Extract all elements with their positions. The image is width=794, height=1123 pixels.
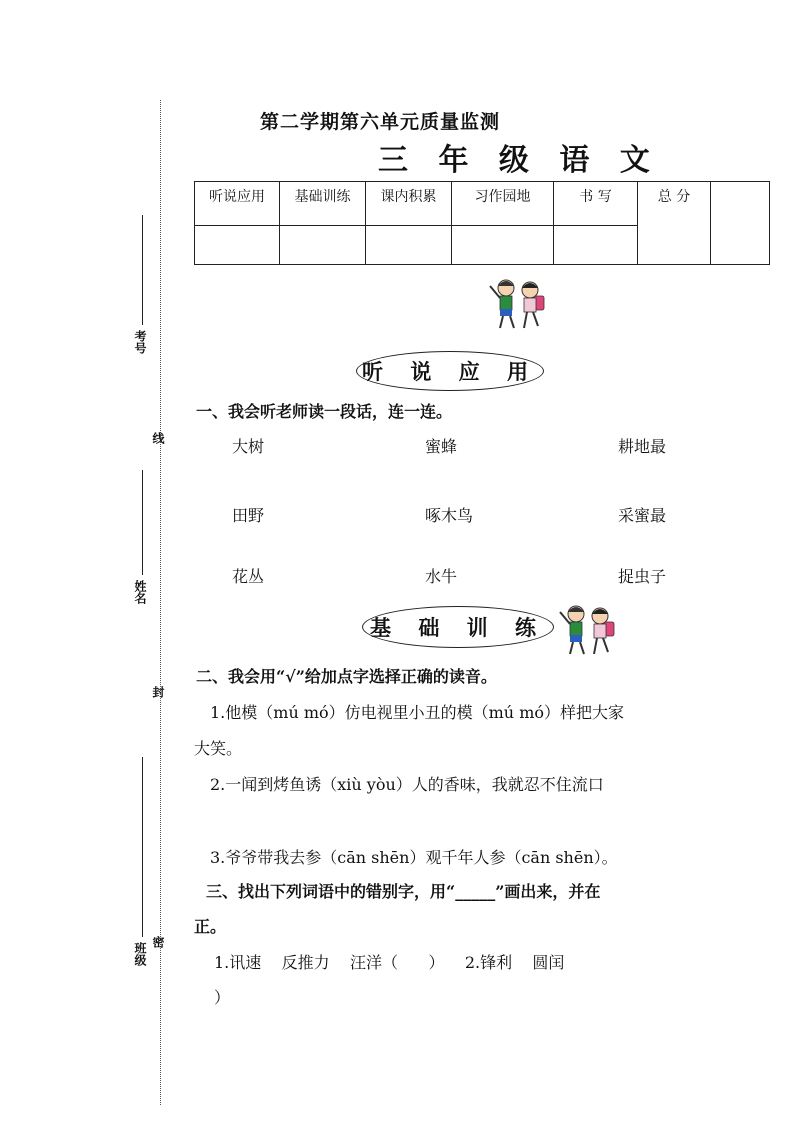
score-cell (195, 226, 280, 265)
match-item: 水牛 (425, 567, 458, 586)
question-1: 一、我会听老师读一段话，连一连。 (196, 402, 453, 421)
match-item: 田野 (232, 506, 265, 525)
children-illustration (556, 602, 622, 658)
binding-dotted-line (160, 100, 161, 1105)
match-item: 耕地最 (618, 437, 667, 456)
mi-label: 密 (151, 936, 165, 948)
kaohao-underline (142, 215, 143, 325)
match-item: 捉虫子 (618, 567, 667, 586)
score-col-shuxie: 书 写 (554, 182, 638, 226)
question-3: 三、找出下列词语中的错别字，用“_____”画出来，并在 (206, 882, 601, 901)
question-2-item-3: 3.爷爷带我去参（cān shēn）观千年人参（cān shēn）。 (210, 848, 618, 867)
score-col-kenei: 课内积累 (366, 182, 452, 226)
score-cell (452, 226, 554, 265)
question-3-line-2: ） (214, 988, 231, 1007)
xingming-label: 姓名 (133, 580, 147, 604)
kaohao-label: 考号 (133, 330, 147, 354)
score-cell (280, 226, 366, 265)
score-total-cell (711, 182, 770, 265)
score-col-jichu: 基础训练 (280, 182, 366, 226)
match-item: 花丛 (232, 567, 265, 586)
question-3-cont: 正。 (194, 917, 227, 936)
match-item: 蜜蜂 (425, 437, 458, 456)
match-item: 啄木鸟 (425, 506, 474, 525)
score-cell (366, 226, 452, 265)
xian-label: 线 (151, 432, 165, 444)
score-table (194, 181, 770, 265)
match-item: 采蜜最 (618, 506, 667, 525)
question-2-item-2: 2.一闻到烤鱼诱（xiù yòu）人的香味，我就忍不住流口 (210, 775, 604, 794)
question-2-item-1-cont: 大笑。 (194, 739, 243, 758)
question-2-item-1: 1.他模（mú mó）仿电视里小丑的模（mú mó）样把大家 (210, 703, 625, 722)
banji-label: 班级 (133, 942, 147, 966)
xingming-underline (142, 470, 143, 575)
score-col-tingshuo: 听说应用 (195, 182, 280, 226)
question-3-line-1: 1.讯速 反推力 汪洋（ ） 2.锋利 圆闰 (214, 953, 565, 972)
exam-title: 三 年 级 语 文 (378, 143, 660, 178)
score-cell (554, 226, 638, 265)
exam-subtitle: 第二学期第六单元质量监测 (260, 111, 501, 133)
banji-underline (142, 757, 143, 937)
match-item: 大树 (232, 437, 265, 456)
section-banner-jichu: 基 础 训 练 (362, 606, 554, 648)
children-illustration (486, 276, 552, 332)
section-banner-tingshuo: 听 说 应 用 (356, 351, 544, 391)
score-col-xizuo: 习作园地 (452, 182, 554, 226)
question-2: 二、我会用“√”给加点字选择正确的读音。 (196, 667, 497, 686)
feng-label: 封 (151, 686, 165, 698)
score-col-zongfen: 总 分 (638, 182, 711, 265)
